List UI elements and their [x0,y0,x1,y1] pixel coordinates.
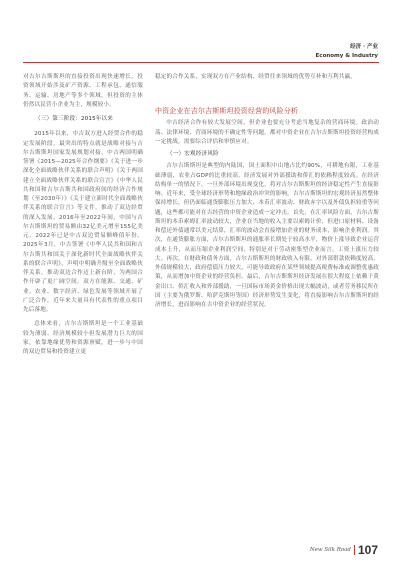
section-category-en: Economy & Industry [315,53,378,59]
section-category: 经济 · 产业 [350,44,378,50]
section-title: 中资企业在吉尔吉斯斯坦投资经营的风险分析 [155,107,298,116]
page-footer [310,544,378,556]
paragraph: 吉尔吉斯斯坦是典型的内陆国，国土面积中山地占比约90%，可耕地有限，工业基础薄弱，农业占GDP的比重较高，经济发展对外部援助和侨汇的依赖程度较高。在经济结构单一的情况下，一旦外部环境出现变化，将对吉尔吉斯斯坦的经济稳定性产生直接影响。近年来，受全球经济形势和地缘政治冲突的影响，吉尔吉斯斯坦的宏观经济虽然整体保持增长，但仍面临通货膨胀压力加大、本币汇率波动、财政赤字以及外债负担较重等问题，这些都可能对在吉经营的中资企业造成一定冲击。首先，在汇率风险方面，吉尔吉斯斯坦的本币索姆汇率波动较大，企业在当地的收入主要以索姆计价，但进口原材料、设备和偿还外债通常以美元结算，汇率的波动会直接增加企业的财务成本，影响企业利润。其次，在通货膨胀方面，吉尔吉斯斯坦的通胀率长期处于较高水平，物价上涨导致企业运营成本上升，从而压缩企业利润空间，特别是对于劳动密集型企业而言，工资上涨压力较大。再次，在财政和债务方面，吉尔吉斯斯坦的财政收入有限，对外部借款依赖度较高，外债规模较大，政府偿债压力较大，可能导致政府在某些领域提高税费标准或调整优惠政策，从而增加中资企业的经营负担。最后，吉尔吉斯斯坦经济发展在很大程度上依赖于黄金出口、侨汇收入和外部援助，一旦国际市场黄金价格出现大幅波动，或者劳务移民所在国（主要为俄罗斯、哈萨克斯坦等国）经济形势发生变化，将直接影响吉尔吉斯斯坦的经济增长，进而影响在吉中资企业的经营状况。 [155,163,380,308]
paragraph: 稳定的合作关系，实现双方在产业结构、经贸往来领域的优势互补和互利共赢。 [155,74,357,80]
page-number: 107 [357,543,378,557]
paragraph: 总体来看，吉尔吉斯斯坦是一个工业基础较为薄弱、经济规模较小但发展潜力巨大的国家，依靠地缘优势和资源禀赋，进一步与中国的双边贸易和投资建立更 [23,321,143,355]
left-column [23,73,143,357]
paragraph: 对吉尔吉斯斯坦的直接投资出现快速增长，投资领域开始涉及矿产资源、工程承包、通信服务、运输、房地产等多个领域，但投资的主体仍然以民营小企业为主，规模较小。 [23,74,143,108]
subheading-macro-risk: （一）宏观经济风险 [167,151,219,157]
right-column [155,73,379,310]
magazine-name: New Silk Road [309,547,351,553]
paragraph: 中吉经济合作有较大发展空间，但企业也要充分考虑当地复杂的营商环境。政治动荡、法律环境、营商环境的不确定性等问题，都对中资企业在吉尔吉斯斯坦投资经营构成一定挑战，需要综合评估和审慎应对。 [155,120,380,145]
page-header [316,43,378,61]
header-divider [23,62,379,63]
paragraph: 2015年以来，中吉双方进入经贸合作的稳定发展阶段。最突出的特点就是战略对接与吉尔吉斯斯坦国家发展规划对接。中吉两国明确签署《2015—2025年合作纲要》《关于进一步深化全面战略伙伴关系的联合声明》《关于两国建立全面战略伙伴关系的联合宣言》《中华人民共和国和吉尔吉斯共和国政府间的经济合作规划（至2030年）》《关于建立新时代全面战略伙伴关系的联合宣言》等文件，推动了双边经贸的深入发展。2016年至2022年间，中国与吉尔吉斯斯坦的贸易额由32亿美元增至155亿美元，2022年已是中吉双边贸易额峰值年份。2025年3月，中吉签署《中华人民共和国和吉尔吉斯共和国关于深化新时代全面战略伙伴关系的联合声明》，声明中明确升级至全面战略伙伴关系，推动双边合作迈上新台阶，为两国合作开辟了更广阔空间。双方在能源、交通、矿业、农业、数字经济、绿色发展等领域开展了广泛合作，近年来大量具有代表性的重点项目先后落地。 [23,131,143,313]
footer-divider [354,545,355,555]
subheading-stage-three: （三）第三阶段：2015年以来 [35,116,114,122]
